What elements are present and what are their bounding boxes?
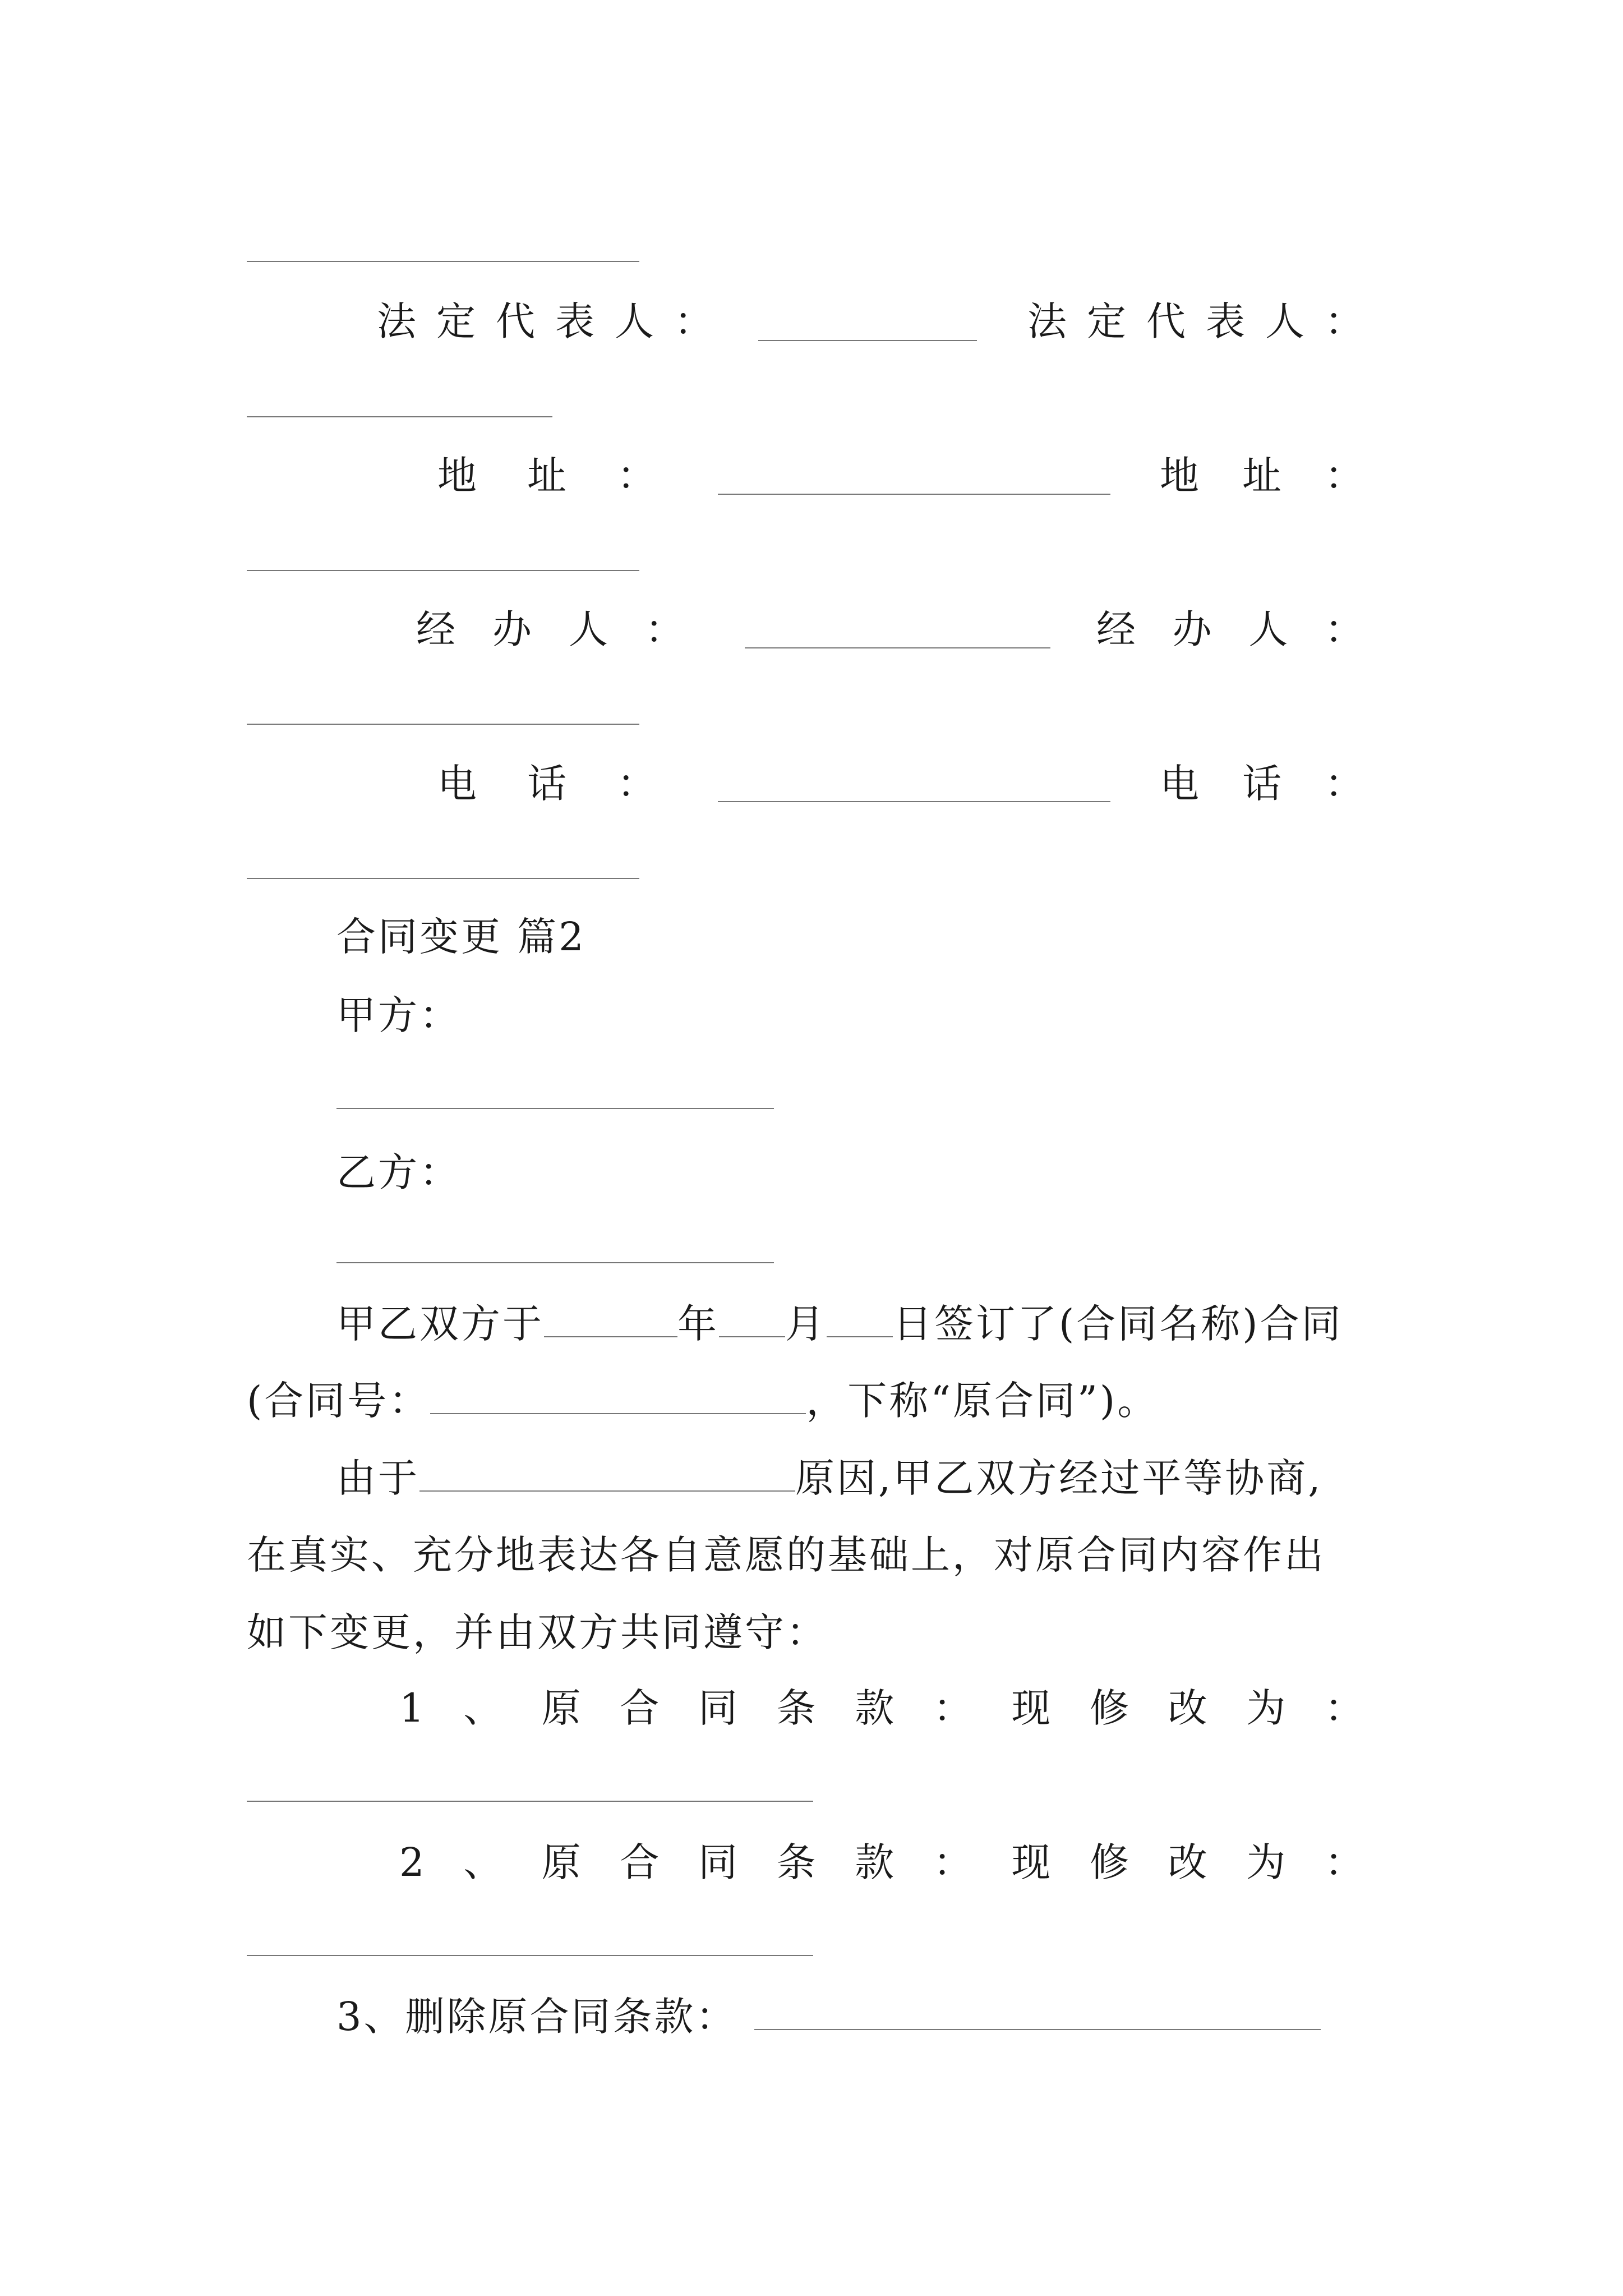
item-3: 3、删除原合同条款：: [336, 1991, 1321, 2042]
date-year-blank: [544, 1303, 677, 1337]
phone-right: 电 话 ：: [1160, 761, 1364, 807]
phone-left: 电 话 ：: [437, 761, 656, 807]
party-a-label: 甲方：: [336, 992, 461, 1038]
item-1: 1 、 原 合 同 条 款 ： 现 修 改 为 ：: [399, 1685, 1364, 1731]
para2-line1: 由于 原因,甲乙双方经过平等协商,: [336, 1455, 1323, 1501]
blank-line: [247, 261, 639, 262]
legal-rep-blank: [758, 340, 977, 341]
contract-number-blank: [430, 1379, 806, 1414]
para2-line2: 在真实、充分地表达各自意愿的基础上，对原合同内容作出: [247, 1532, 1326, 1578]
para1-line2: (合同号： ，下称“原合同”)。: [247, 1378, 1159, 1424]
address-left: 地 址 ：: [437, 453, 656, 499]
handler-blank: [745, 647, 1050, 648]
item-3-blank: [754, 1995, 1321, 2030]
date-month-blank: [719, 1303, 785, 1337]
phone-blank: [718, 801, 1110, 802]
address-right: 地 址 ：: [1160, 453, 1364, 499]
party-a-blank: [336, 1108, 774, 1109]
para1-line1: 甲乙双方于 年 月 日签订了(合同名称)合同: [336, 1301, 1343, 1347]
party-b-blank: [336, 1262, 774, 1263]
blank-line: [247, 878, 639, 879]
item-1-blank: [247, 1801, 813, 1802]
handler-right: 经 办 人 ：: [1096, 606, 1364, 652]
item-2-blank: [247, 1955, 813, 1956]
legal-rep-left: 法 定 代 表 人 ：: [377, 298, 713, 344]
blank-line: [247, 570, 639, 571]
date-day-blank: [827, 1303, 893, 1337]
legal-rep-right: 法 定 代 表 人 ：: [1027, 298, 1364, 344]
handler-left: 经 办 人 ：: [416, 606, 684, 652]
party-b-label: 乙方：: [336, 1149, 461, 1195]
address-blank: [718, 494, 1110, 495]
blank-line: [247, 724, 639, 725]
blank-line: [247, 416, 552, 417]
section-heading: 合同变更 篇2: [336, 914, 586, 960]
item-2: 2 、 原 合 同 条 款 ： 现 修 改 为 ：: [399, 1839, 1364, 1885]
reason-blank: [419, 1457, 795, 1492]
para2-line3: 如下变更，并由双方共同遵守：: [247, 1609, 828, 1655]
